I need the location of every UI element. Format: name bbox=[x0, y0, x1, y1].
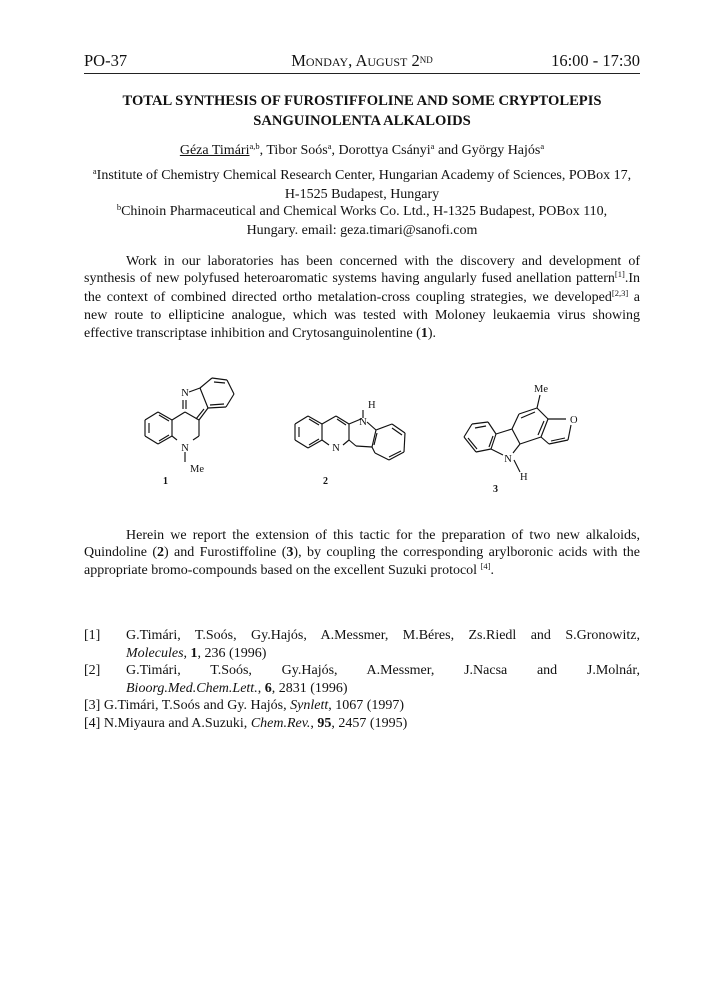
svg-text:N: N bbox=[181, 388, 189, 399]
structure-1-label: 1 bbox=[163, 476, 168, 487]
poster-code: PO-37 bbox=[84, 51, 128, 70]
svg-text:Me: Me bbox=[190, 464, 204, 475]
author: György Hajós bbox=[461, 143, 541, 158]
structure-3-label: 3 bbox=[493, 484, 498, 495]
abstract-paragraph-1: Work in our laboratories has been concerned with the discovery and development of synthesis of new polyfused heteroaromatic systems having angularly fused anellation pattern[1].In the context of combined directed ortho metalation-cross coupling strategies, we developed[2,3] a new route to ellipticine analogue, which was tested with Moloney leukaemia virus showing effective transcriptase inhibition and Crytosanguinolentine (1). bbox=[84, 254, 640, 341]
reference-item: [2] G.Timári, T.Soós, Gy.Hajós, A.Messmer, J.Nacsa and J.Molnár, Bioorg.Med.Chem.Lett., 6, 2831 (1996) bbox=[84, 663, 640, 696]
affiliations: $^a$Institute of Chemistry Chemical Research Center, Hungarian Academy of Sciences, POBox 17, H-1525 Budapest, Hungary $^b$Chinoin Pharmaceutical and Chemical Works Co. Ltd., H-1325 Budapest, POBox 110, Hungary. email: geza.timari@sanofi.com bbox=[84, 167, 640, 239]
svg-text:Me: Me bbox=[534, 384, 548, 395]
structure-1 bbox=[130, 360, 260, 490]
structure-3 bbox=[455, 360, 585, 500]
svg-text:N: N bbox=[181, 443, 189, 454]
session-time: 16:00 - 17:30 bbox=[551, 51, 640, 70]
reference-item: [4] N.Miyaura and A.Suzuki, Chem.Rev., 95, 2457 (1995) bbox=[84, 715, 408, 731]
affiliation-a: $^a$Institute of Chemistry Chemical Research Center, Hungarian Academy of Sciences, POBox 17, bbox=[92, 166, 632, 183]
svg-text:H: H bbox=[520, 472, 528, 483]
reference-item: [3] G.Timári, T.Soós and Gy. Hajós, Synlett, 1067 (1997) bbox=[84, 698, 405, 714]
reference-item: [1] G.Timári, T.Soós, Gy.Hajós, A.Messmer, M.Béres, Zs.Riedl and S.Gronowitz, Molecules, 1, 236 (1996) bbox=[84, 628, 640, 661]
structure-2-label: 2 bbox=[323, 476, 328, 487]
svg-text:N: N bbox=[332, 443, 340, 454]
svg-text:N: N bbox=[359, 417, 367, 428]
affiliation-b: $^b$Chinoin Pharmaceutical and Chemical Works Co. Ltd., H-1325 Budapest, POBox 110, bbox=[116, 202, 608, 219]
paper-title: TOTAL SYNTHESIS OF FUROSTIFFOLINE AND SOME CRYPTOLEPIS SANGUINOLENTA ALKALOIDS bbox=[122, 93, 602, 129]
svg-text:H: H bbox=[368, 400, 376, 411]
page-header bbox=[84, 51, 640, 74]
author: Dorottya Csányi bbox=[338, 143, 431, 158]
svg-text:N: N bbox=[504, 454, 512, 465]
author-presenting: Géza Timári bbox=[179, 143, 250, 158]
session-day: Monday, August 2ND bbox=[291, 51, 433, 70]
author-list: Géza Timári$^{a,b}$, Tibor Soós$^a$, Dorottya Csányi$^a$ and György Hajós$^a$ bbox=[179, 141, 545, 158]
svg-text:O: O bbox=[570, 415, 578, 426]
structure-2 bbox=[285, 390, 425, 490]
reference-list bbox=[84, 627, 640, 733]
abstract-paragraph-2: Herein we report the extension of this tactic for the preparation of two new alkaloids, Quindoline (2) and Furostiffoline (3), by coupling the corresponding arylboronic acids with the appropriate bromo-compounds based on the excellent Suzuki protocol [4]. bbox=[84, 528, 641, 578]
author: Tibor Soós bbox=[266, 143, 328, 158]
